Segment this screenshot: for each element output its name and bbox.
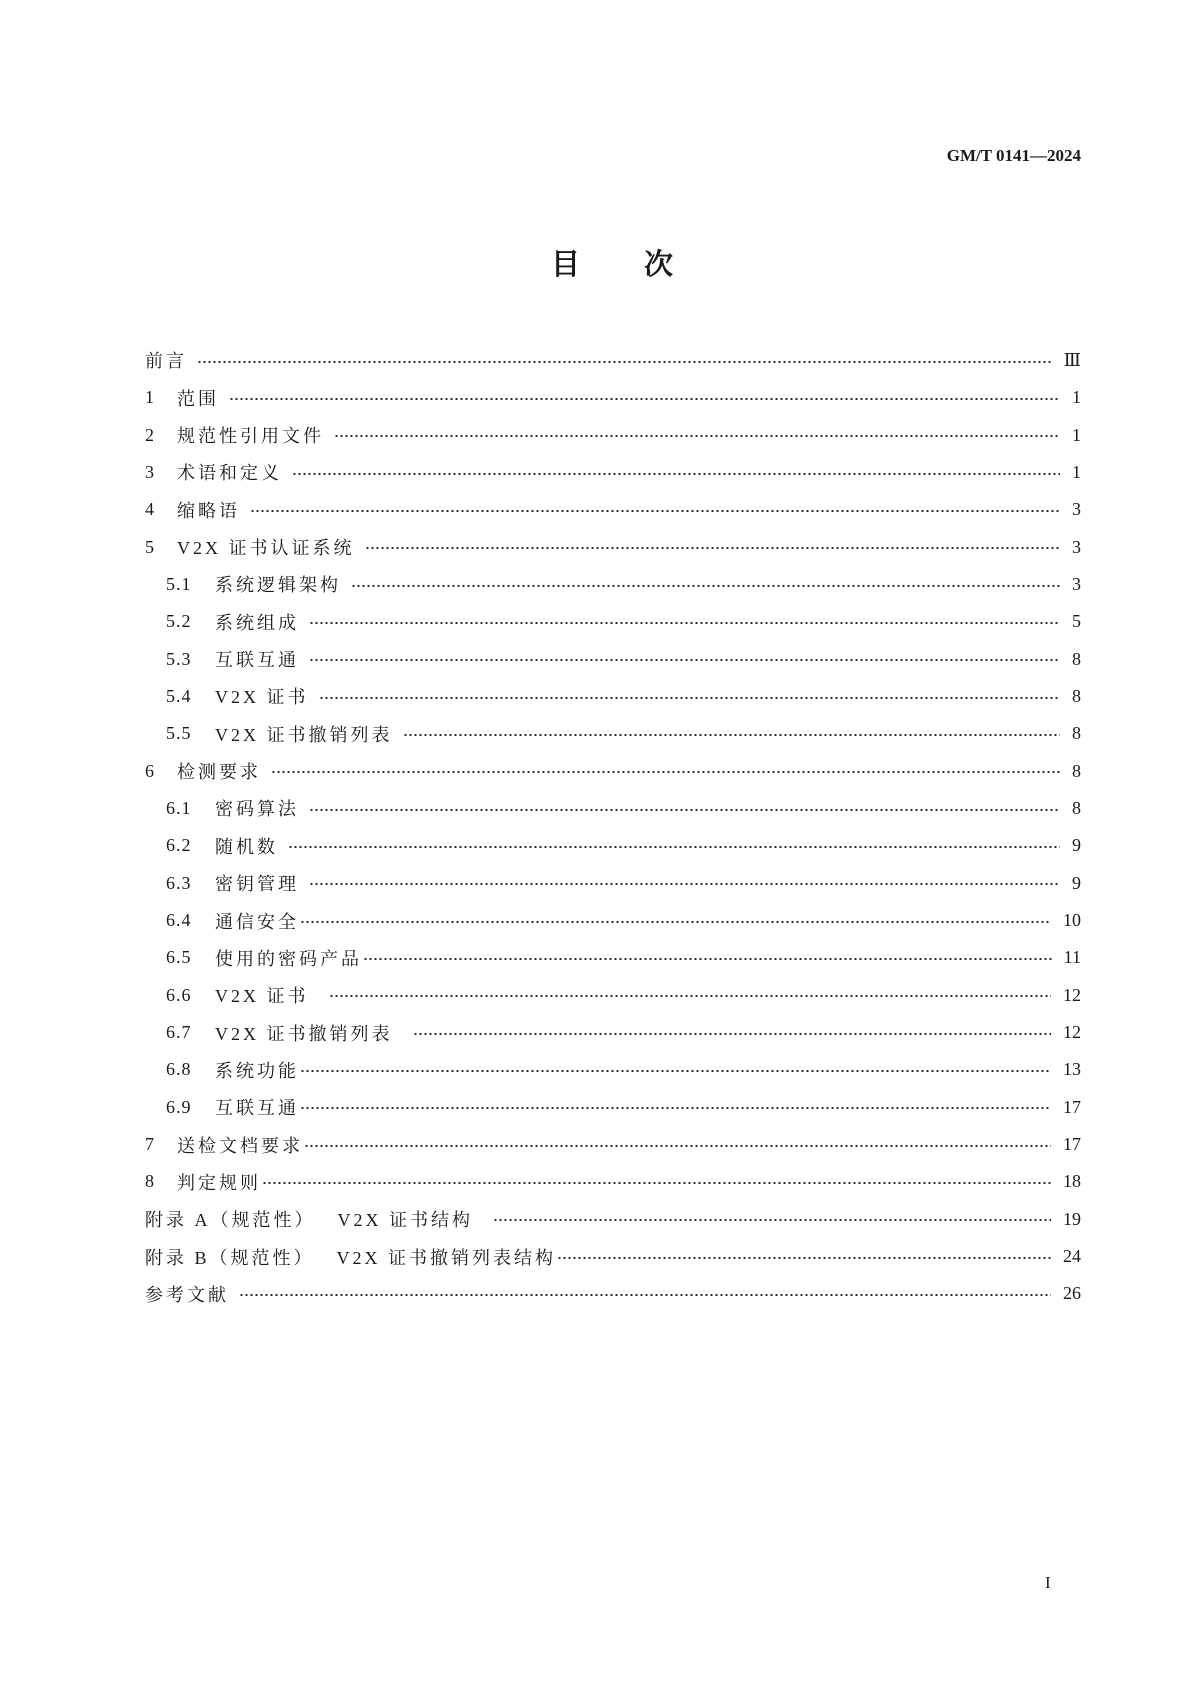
standard-code: GM/T 0141—2024 (946, 146, 1081, 165)
toc-entry-page: 19 (1063, 1208, 1081, 1229)
toc-entry-page: Ⅲ (1063, 349, 1081, 370)
toc-leader-dots (288, 837, 1060, 855)
toc-annex-label: 附录 B（规范性） (145, 1247, 315, 1268)
toc-entry-title: V2X 证书结构 (337, 1210, 473, 1231)
toc-entry-5-1 (145, 566, 1081, 603)
toc-entry-page: 3 (1072, 499, 1081, 520)
toc-entry-6-2 (145, 827, 1081, 864)
toc-entry-bibliography (145, 1275, 1081, 1312)
toc-entry-title: 规范性引用文件 (177, 426, 324, 447)
toc-entry-title: 检测要求 (177, 762, 261, 783)
toc-leader-dots (239, 1285, 1051, 1303)
toc-leader-dots (271, 762, 1060, 780)
toc-entry-page: 17 (1063, 1134, 1081, 1155)
page-title: 目次 (551, 249, 738, 281)
toc-entry-title: 系统组成 (215, 612, 299, 633)
toc-entry-number: 6.6 (166, 984, 192, 1005)
toc-entry-page: 8 (1072, 648, 1081, 669)
toc-entry-title: 互联互通 (215, 1098, 299, 1119)
toc-entry-page: 5 (1072, 611, 1081, 632)
toc-entry-title: 术语和定义 (177, 463, 282, 484)
toc-entry-page: 1 (1072, 461, 1081, 482)
toc-leader-dots (403, 725, 1061, 743)
toc-entry-title: 缩略语 (177, 500, 240, 521)
toc-entry-7 (145, 1126, 1081, 1163)
toc-entry-title: 系统功能 (215, 1060, 299, 1081)
toc-entry-title: 送检文档要求 (177, 1135, 303, 1156)
toc-leader-dots (300, 912, 1051, 930)
toc-entry-foreword (145, 342, 1081, 379)
toc-entry-6-3 (145, 865, 1081, 902)
toc-entry-6-4 (145, 902, 1081, 939)
toc-entry-number: 6.9 (166, 1096, 192, 1117)
toc-entry-5-3 (145, 640, 1081, 677)
toc-entry-number: 1 (145, 387, 155, 408)
toc-entry-page: 11 (1063, 947, 1081, 968)
toc-entry-page: 8 (1072, 723, 1081, 744)
toc-entry-title: 系统逻辑架构 (215, 575, 341, 596)
toc-entry-page: 13 (1063, 1059, 1081, 1080)
toc-entry-page: 24 (1063, 1246, 1081, 1267)
toc-entry-title: 通信安全 (215, 911, 299, 932)
toc-entry-title: V2X 证书认证系统 (177, 538, 355, 559)
toc-entry-page: 9 (1072, 872, 1081, 893)
toc-entry-number: 6.4 (166, 910, 192, 931)
toc-entry-5 (145, 528, 1081, 565)
toc-entry-page: 12 (1063, 984, 1081, 1005)
toc-entry-page: 8 (1072, 760, 1081, 781)
toc-entry-number: 7 (145, 1134, 155, 1155)
toc-entry-annex-b (145, 1238, 1081, 1275)
toc-entry-page: 8 (1072, 685, 1081, 706)
toc-entry-page: 12 (1063, 1022, 1081, 1043)
toc-entry-number: 5 (145, 536, 155, 557)
toc-leader-dots (334, 426, 1060, 444)
toc-entry-title: V2X 证书撤销列表 (215, 1023, 393, 1044)
toc-entry-page: 18 (1063, 1171, 1081, 1192)
toc-entry-title: 密码算法 (215, 799, 299, 820)
toc-leader-dots (300, 1098, 1051, 1116)
toc-entry-page: 26 (1063, 1283, 1081, 1304)
toc-leader-dots (319, 687, 1061, 705)
toc-entry-3 (145, 454, 1081, 491)
toc-entry-page: 1 (1072, 424, 1081, 445)
toc-entry-number: 3 (145, 461, 155, 482)
toc-entry-number: 5.4 (166, 685, 192, 706)
toc-entry-title: V2X 证书 (215, 687, 309, 708)
toc-entry-number: 6.5 (166, 947, 192, 968)
toc-entry-2 (145, 416, 1081, 453)
toc-entry-6-9 (145, 1089, 1081, 1126)
toc-leader-dots (363, 949, 1052, 967)
toc-entry-number: 4 (145, 499, 155, 520)
toc-entry-title: 随机数 (215, 836, 278, 857)
toc-entry-number: 6.2 (166, 835, 192, 856)
toc-entry-title: 判定规则 (177, 1172, 261, 1193)
toc-entry-page: 3 (1072, 536, 1081, 557)
toc-entry-title: V2X 证书撤销列表 (215, 724, 393, 745)
toc-entry-number: 5.5 (166, 723, 192, 744)
toc-entry-number: 6.1 (166, 797, 192, 818)
toc-leader-dots (262, 1173, 1051, 1191)
toc-entry-5-4 (145, 678, 1081, 715)
toc-entry-page: 17 (1063, 1096, 1081, 1117)
toc-entry-page: 1 (1072, 387, 1081, 408)
toc-leader-dots (309, 613, 1060, 631)
toc-leader-dots (292, 463, 1060, 481)
toc-leader-dots (304, 1136, 1051, 1154)
toc-entry-6-1 (145, 790, 1081, 827)
toc-entry-6-7 (145, 1014, 1081, 1051)
toc-entry-6-8 (145, 1051, 1081, 1088)
toc-entry-number: 6.7 (166, 1022, 192, 1043)
toc-entry-5-2 (145, 603, 1081, 640)
toc-entry-number: 5.2 (166, 611, 192, 632)
toc-leader-dots (300, 1061, 1051, 1079)
table-of-contents (145, 342, 1081, 1313)
toc-entry-annex-a (145, 1201, 1081, 1238)
toc-entry-title: 使用的密码产品 (215, 948, 362, 969)
toc-leader-dots (309, 874, 1060, 892)
toc-entry-number: 6.3 (166, 872, 192, 893)
toc-entry-6-6 (145, 977, 1081, 1014)
toc-leader-dots (413, 1024, 1052, 1042)
page-number: I (1045, 1573, 1051, 1592)
toc-entry-6-5 (145, 939, 1081, 976)
toc-entry-number: 6 (145, 760, 155, 781)
toc-entry-page: 8 (1072, 797, 1081, 818)
toc-entry-title: V2X 证书 (215, 986, 309, 1007)
toc-entry-title: 互联互通 (215, 650, 299, 671)
toc-annex-label: 附录 A（规范性） (145, 1210, 316, 1231)
toc-leader-dots (309, 799, 1060, 817)
toc-leader-dots (229, 389, 1060, 407)
toc-leader-dots (197, 351, 1052, 369)
toc-entry-title: 参考文献 (145, 1284, 229, 1305)
toc-leader-dots (309, 650, 1060, 668)
toc-entry-page: 9 (1072, 835, 1081, 856)
toc-entry-8 (145, 1163, 1081, 1200)
toc-leader-dots (329, 986, 1052, 1004)
toc-entry-number: 5.3 (166, 648, 192, 669)
toc-leader-dots (557, 1248, 1051, 1266)
toc-entry-number: 5.1 (166, 573, 192, 594)
toc-entry-title: 密钥管理 (215, 874, 299, 895)
toc-entry-number: 6.8 (166, 1059, 192, 1080)
toc-entry-page: 10 (1063, 910, 1081, 931)
toc-entry-number: 8 (145, 1171, 155, 1192)
toc-leader-dots (365, 538, 1061, 556)
toc-entry-title: 前言 (145, 351, 187, 372)
toc-entry-6 (145, 752, 1081, 789)
toc-leader-dots (250, 501, 1060, 519)
toc-leader-dots (493, 1210, 1051, 1228)
toc-entry-4 (145, 491, 1081, 528)
toc-entry-number: 2 (145, 424, 155, 445)
toc-entry-title: 范围 (177, 388, 219, 409)
toc-entry-page: 3 (1072, 573, 1081, 594)
toc-entry-title: V2X 证书撤销列表结构 (336, 1247, 557, 1268)
toc-entry-5-5 (145, 715, 1081, 752)
toc-entry-1 (145, 379, 1081, 416)
toc-leader-dots (351, 575, 1060, 593)
